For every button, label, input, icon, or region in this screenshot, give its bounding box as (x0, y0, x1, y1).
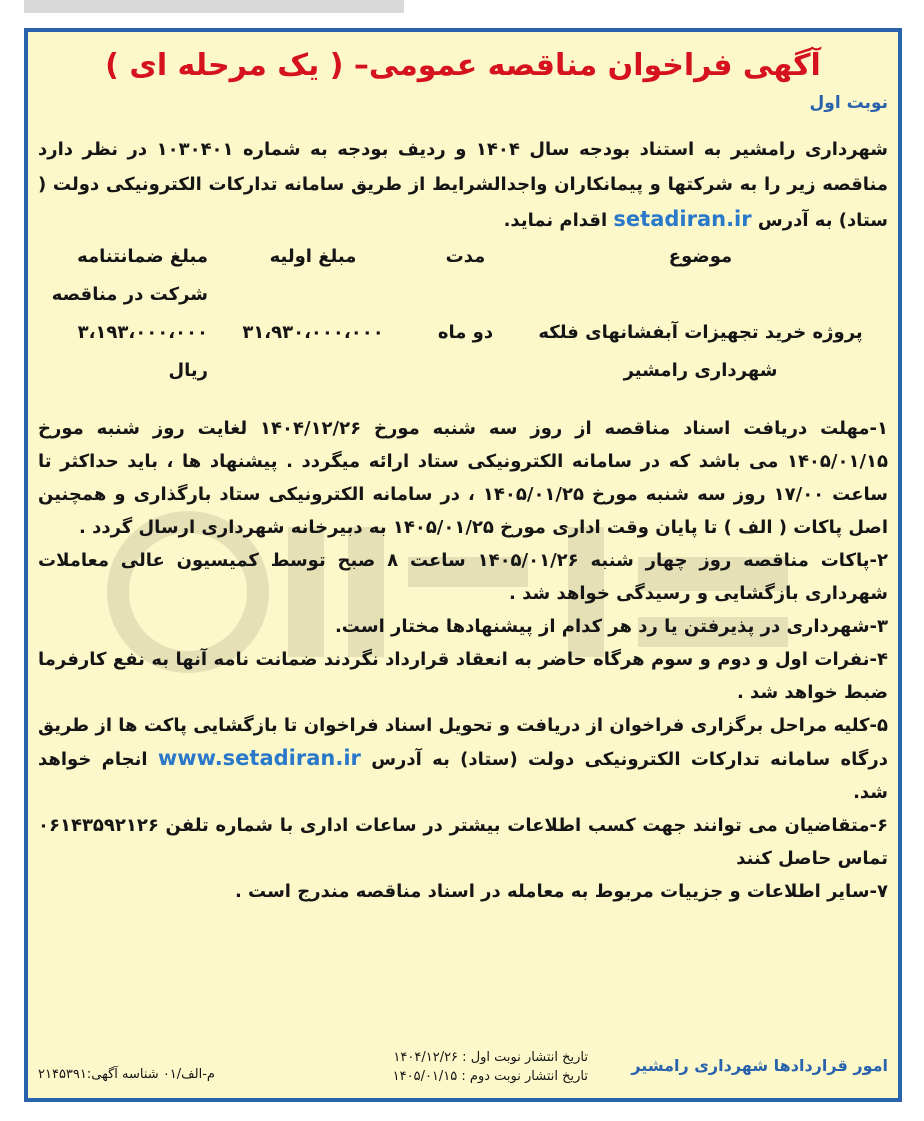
intro-paragraph (38, 132, 888, 238)
publication-round: نوبت اول (809, 93, 888, 113)
intro-text: شهرداری رامشیر به استناد بودجه سال ۱۴۰۴ و ردیف بودجه به شماره ۱۰۳۰۴۰۱ در نظر دارد مناقصه زیر را به شرکتها و پیمانکاران واجدالشرایط از طریق سامانه تدارکات الکترونیکی دولت ( ستاد) به آدرس (38, 139, 888, 231)
tender-table (38, 238, 888, 390)
list-item: ۷-سایر اطلاعات و جزییات مربوط به معامله در اسناد مناقصه مندرج است . (234, 881, 888, 902)
list-item: ۶-متقاضیان می توانند جهت کسب اطلاعات بیشتر در ساعات اداری با شماره تلفن ۰۶۱۴۳۵۹۲۱۲۶ تماس حاصل کنند (38, 815, 888, 869)
list-item (38, 709, 888, 809)
list-item: ۴-نفرات اول و دوم و سوم هرگاه حاضر به انعقاد قرارداد نگردند ضمانت نامه آنها به نفع کارفرما ضبط خواهد شد . (38, 649, 888, 703)
list-item: ۱-مهلت دریافت اسناد مناقصه از روز سه شنبه مورخ ۱۴۰۴/۱۲/۲۶ لغایت روز شنبه مورخ ۱۴۰۵/۰۱/۱۵ می باشد که در سامانه الکترونیکی ستاد ارائه میگردد . پیشنهاد ها ، باید حداکثر تا ساعت ۱۷/۰۰ روز سه شنبه مورخ ۱۴۰۵/۰۱/۲۵ ، در سامانه الکترونیکی ستاد بارگذاری و همچنین اصل پاکات ( الف ) تا پایان وقت اداری مورخ ۱۴۰۵/۰۱/۲۵ به دبیرخانه شهرداری ارسال گردد . (38, 418, 888, 538)
table-header-row (38, 238, 888, 314)
publish-date-second: تاریخ انتشار نوبت دوم : ۱۴۰۵/۰۱/۱۵ (392, 1069, 588, 1084)
notice-title: آگهی فراخوان مناقصه عمومی– ( یک مرحله ای ) (105, 48, 821, 83)
publish-date-first: تاریخ انتشار نوبت اول : ۱۴۰۴/۱۲/۲۶ (393, 1050, 588, 1065)
footer (38, 1046, 888, 1092)
top-gray-bar (24, 0, 404, 13)
footer-org: امور قراردادها شهرداری رامشیر (631, 1056, 888, 1075)
list-item: ۲-پاکات مناقصه روز چهار شنبه ۱۴۰۵/۰۱/۲۶ ساعت ۸ صبح توسط کمیسیون عالی معاملات شهرداری بازگشایی و رسیدگی خواهد شد . (38, 550, 889, 604)
cell-duration: دو ماه (437, 322, 494, 343)
header-guarantee: مبلغ ضمانتنامه شرکت در مناقصه (51, 246, 208, 305)
cell-guarantee: ۳،۱۹۳،۰۰۰،۰۰۰ ریال (77, 322, 208, 381)
intro-text-end: اقدام نماید. (503, 210, 608, 231)
setad-link[interactable]: setadiran.ir (613, 207, 752, 231)
table-row (38, 314, 888, 390)
notice-frame (24, 28, 902, 1102)
header-subject: موضوع (668, 246, 733, 267)
list-item: ۳-شهرداری در پذیرفتن یا رد هر کدام از پیشنهادها مختار است. (334, 616, 888, 637)
header-duration: مدت (445, 246, 486, 267)
cell-subject: پروژه خرید تجهیزات آبفشانهای فلکه شهرداری رامشیر (538, 322, 863, 381)
ad-id: م-الف/۰۱ شناسه آگهی:۲۱۴۵۳۹۱ (38, 1067, 215, 1082)
item5-text-end: انجام خواهد شد. (38, 749, 888, 803)
footer-dates (393, 1048, 588, 1086)
notice-content (38, 32, 888, 1098)
item5-text: ۵-کلیه مراحل برگزاری فراخوان از دریافت و تحویل اسناد فراخوان تا بازگشایی پاکت ها از طریق درگاه سامانه تدارکات الکترونیکی دولت (ستاد) به آدرس (38, 715, 888, 770)
cell-initial-amount: ۳۱،۹۳۰،۰۰۰،۰۰۰ (242, 322, 384, 343)
conditions-list (38, 412, 888, 908)
setad-www-link[interactable]: www.setadiran.ir (157, 746, 361, 770)
header-initial-amount: مبلغ اولیه (269, 246, 357, 267)
